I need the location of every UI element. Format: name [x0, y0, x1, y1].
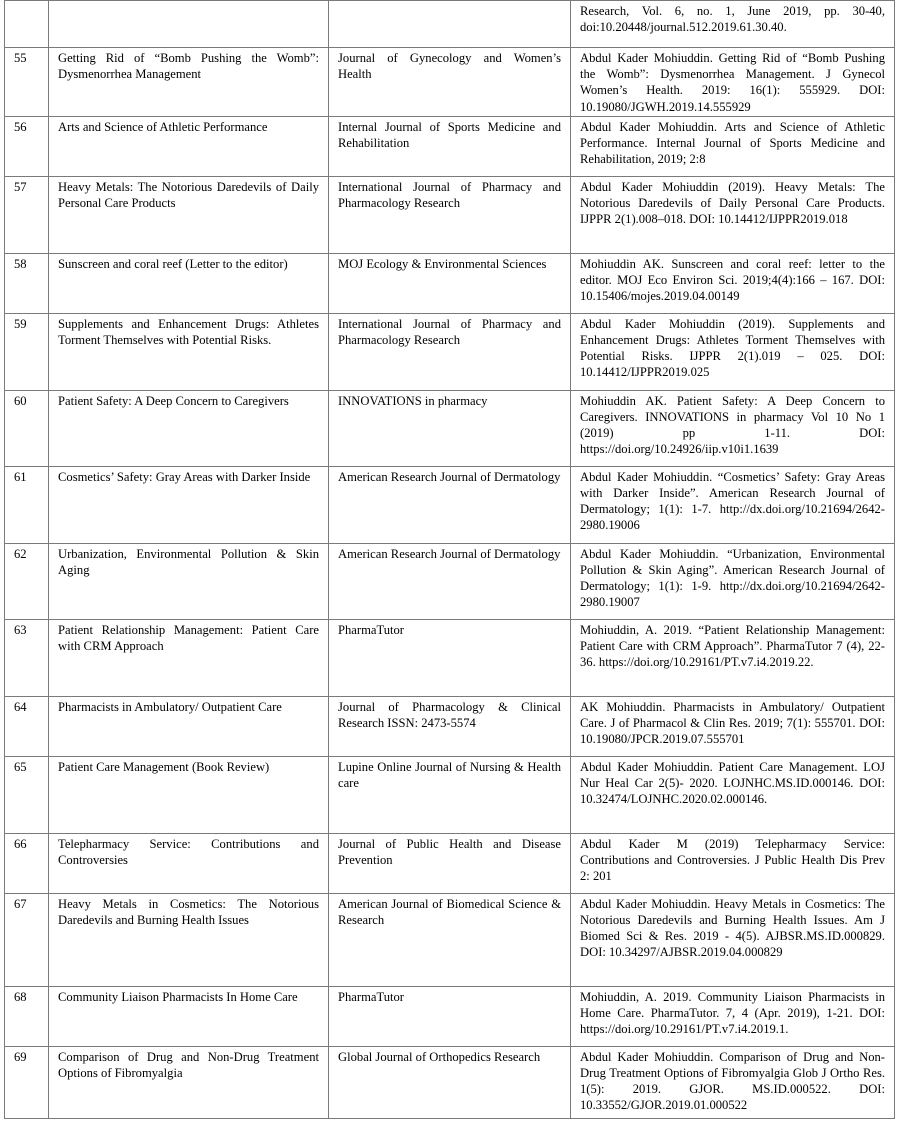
citation: Abdul Kader Mohiuddin. Getting Rid of “Bomb Pushing the Womb”: Dysmenorrhea Management. J Gynecol Women’s Health. 2019: 16(1): 555929. DOI: 10.19080/JGWH.2019.14.555929 [571, 48, 895, 117]
journal-name: American Research Journal of Dermatology [329, 466, 571, 543]
article-title: Patient Care Management (Book Review) [49, 756, 329, 833]
article-title: Heavy Metals: The Notorious Daredevils of Daily Personal Care Products [49, 176, 329, 253]
journal-name: Global Journal of Orthopedics Research [329, 1046, 571, 1118]
row-number: 64 [5, 696, 49, 756]
row-number: 68 [5, 986, 49, 1046]
row-number: 58 [5, 253, 49, 313]
article-title: Supplements and Enhancement Drugs: Athletes Torment Themselves with Potential Risks. [49, 313, 329, 390]
article-title: Patient Safety: A Deep Concern to Caregivers [49, 390, 329, 466]
table-row [5, 313, 895, 390]
row-number: 69 [5, 1046, 49, 1118]
table-row [5, 390, 895, 466]
article-title: Patient Relationship Management: Patient Care with CRM Approach [49, 619, 329, 696]
table-row [5, 116, 895, 176]
citation: Abdul Kader Mohiuddin. Heavy Metals in Cosmetics: The Notorious Daredevils and Burning Health Issues. Am J Biomed Sci & Res. 2019 - 4(5). AJBSR.MS.ID.000829. DOI: 10.34297/AJBSR.2019.04.000829 [571, 893, 895, 986]
citation: Abdul Kader Mohiuddin. “Urbanization, Environmental Pollution & Skin Aging”. American Research Journal of Dermatology; 1(1): 1-9. http://dx.doi.org/10.21694/2642-2980.19007 [571, 543, 895, 619]
citation: AK Mohiuddin. Pharmacists in Ambulatory/ Outpatient Care. J of Pharmacol & Clin Res. 2019; 7(1): 555701. DOI: 10.19080/JPCR.2019.07.555701 [571, 696, 895, 756]
journal-name: International Journal of Pharmacy and Pharmacology Research [329, 313, 571, 390]
journal-name: INNOVATIONS in pharmacy [329, 390, 571, 466]
journal-name: Journal of Gynecology and Women’s Health [329, 48, 571, 117]
table-row [5, 833, 895, 893]
citation: Research, Vol. 6, no. 1, June 2019, pp. 30-40, doi:10.20448/journal.512.2019.61.30.40. [571, 1, 895, 48]
row-number: 67 [5, 893, 49, 986]
table-row [5, 176, 895, 253]
journal-name: Lupine Online Journal of Nursing & Health care [329, 756, 571, 833]
journal-name: Internal Journal of Sports Medicine and Rehabilitation [329, 116, 571, 176]
article-title: Pharmacists in Ambulatory/ Outpatient Care [49, 696, 329, 756]
journal-name: PharmaTutor [329, 619, 571, 696]
citation: Abdul Kader Mohiuddin. Patient Care Management. LOJ Nur Heal Car 2(5)- 2020. LOJNHC.MS.ID.000146. DOI: 10.32474/LOJNHC.2020.02.000146. [571, 756, 895, 833]
article-title: Sunscreen and coral reef (Letter to the editor) [49, 253, 329, 313]
journal-name: American Journal of Biomedical Science & Research [329, 893, 571, 986]
table-row [5, 48, 895, 117]
article-title: Urbanization, Environmental Pollution & Skin Aging [49, 543, 329, 619]
journal-name: PharmaTutor [329, 986, 571, 1046]
table-row [5, 756, 895, 833]
publications-table [4, 0, 895, 1119]
table-row [5, 466, 895, 543]
journal-name: MOJ Ecology & Environmental Sciences [329, 253, 571, 313]
article-title: Cosmetics’ Safety: Gray Areas with Darker Inside [49, 466, 329, 543]
citation: Mohiuddin AK. Patient Safety: A Deep Concern to Caregivers. INNOVATIONS in pharmacy Vol 10 No 1 (2019) pp 1-11. DOI: https://doi.org/10.24926/iip.v10i1.1639 [571, 390, 895, 466]
article-title: Comparison of Drug and Non-Drug Treatment Options of Fibromyalgia [49, 1046, 329, 1118]
article-title: Arts and Science of Athletic Performance [49, 116, 329, 176]
table-row [5, 1, 895, 48]
row-number: 63 [5, 619, 49, 696]
citation: Abdul Kader M (2019) Telepharmacy Service: Contributions and Controversies. J Public Health Dis Prev 2: 201 [571, 833, 895, 893]
table-row [5, 1046, 895, 1118]
citation: Abdul Kader Mohiuddin. “Cosmetics’ Safety: Gray Areas with Darker Inside”. American Research Journal of Dermatology; 1(1): 1-7. http://dx.doi.org/10.21694/2642-2980.19006 [571, 466, 895, 543]
row-number: 60 [5, 390, 49, 466]
article-title: Heavy Metals in Cosmetics: The Notorious Daredevils and Burning Health Issues [49, 893, 329, 986]
journal-name [329, 1, 571, 48]
article-title: Community Liaison Pharmacists In Home Care [49, 986, 329, 1046]
table-row [5, 893, 895, 986]
row-number [5, 1, 49, 48]
journal-name: International Journal of Pharmacy and Pharmacology Research [329, 176, 571, 253]
row-number: 61 [5, 466, 49, 543]
table-row [5, 986, 895, 1046]
journal-name: Journal of Public Health and Disease Prevention [329, 833, 571, 893]
citation: Abdul Kader Mohiuddin. Comparison of Drug and Non-Drug Treatment Options of Fibromyalgia Glob J Ortho Res. 1(5): 2019. GJOR. MS.ID.000522. DOI: 10.33552/GJOR.2019.01.000522 [571, 1046, 895, 1118]
journal-name: Journal of Pharmacology & Clinical Research ISSN: 2473-5574 [329, 696, 571, 756]
citation: Abdul Kader Mohiuddin (2019). Heavy Metals: The Notorious Daredevils of Daily Personal Care Products. IJPPR 2(1).008–018. DOI: 10.14412/IJPPR2019.018 [571, 176, 895, 253]
article-title [49, 1, 329, 48]
table-row [5, 619, 895, 696]
row-number: 57 [5, 176, 49, 253]
citation: Mohiuddin, A. 2019. Community Liaison Pharmacists in Home Care. PharmaTutor. 7, 4 (Apr. 2019), 1-21. DOI: https://doi.org/10.29161/PT.v7.i4.2019.1. [571, 986, 895, 1046]
table-row [5, 543, 895, 619]
row-number: 65 [5, 756, 49, 833]
row-number: 66 [5, 833, 49, 893]
citation: Mohiuddin, A. 2019. “Patient Relationship Management: Patient Care with CRM Approach”. PharmaTutor 7 (4), 22-36. https://doi.org/10.29161/PT.v7.i4.2019.22. [571, 619, 895, 696]
article-title: Getting Rid of “Bomb Pushing the Womb”: Dysmenorrhea Management [49, 48, 329, 117]
journal-name: American Research Journal of Dermatology [329, 543, 571, 619]
row-number: 56 [5, 116, 49, 176]
table-row [5, 253, 895, 313]
row-number: 59 [5, 313, 49, 390]
row-number: 55 [5, 48, 49, 117]
row-number: 62 [5, 543, 49, 619]
article-title: Telepharmacy Service: Contributions and Controversies [49, 833, 329, 893]
table-row [5, 696, 895, 756]
citation: Abdul Kader Mohiuddin. Arts and Science of Athletic Performance. Internal Journal of Sports Medicine and Rehabilitation, 2019; 2:8 [571, 116, 895, 176]
citation: Abdul Kader Mohiuddin (2019). Supplements and Enhancement Drugs: Athletes Torment Themselves with Potential Risks. IJPPR 2(1).019 – 025. DOI: 10.14412/IJPPR2019.025 [571, 313, 895, 390]
citation: Mohiuddin AK. Sunscreen and coral reef: letter to the editor. MOJ Eco Environ Sci. 2019;4(4):166 – 167. DOI: 10.15406/mojes.2019.04.00149 [571, 253, 895, 313]
